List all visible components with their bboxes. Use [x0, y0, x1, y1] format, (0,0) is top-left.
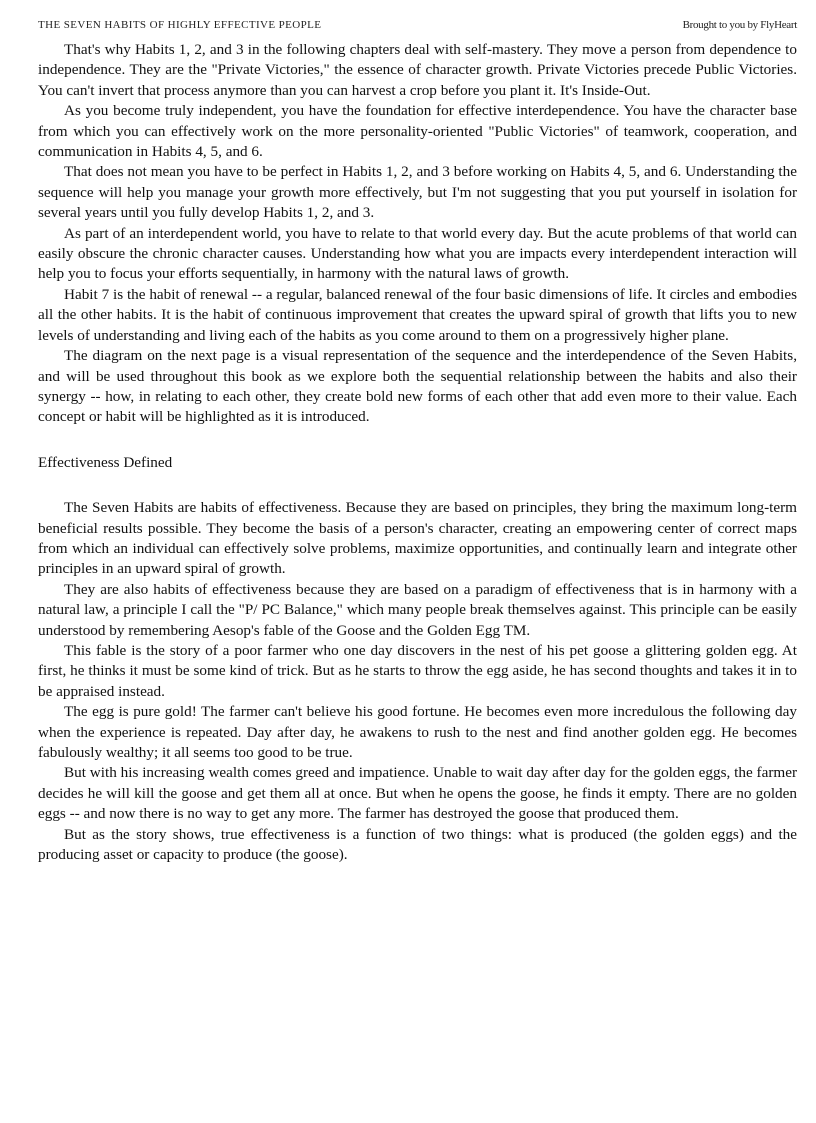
page-header [38, 0, 797, 40]
paragraph: But with his increasing wealth comes greed and impatience. Unable to wait day after day for the golden eggs, the farmer decides he will kill the goose and get them all at once. But when he opens the goose, he finds it empty. There are no golden eggs -- and now there is no way to get any more. The farmer has destroyed the goose that produced them. [38, 764, 797, 823]
paragraph: As you become truly independent, you have the foundation for effective interdependence. You have the character base from which you can effectively work on the more personality-oriented "Public Victories" of teamwork, cooperation, and communication in Habits 4, 5, and 6. [38, 102, 797, 161]
paragraph: The diagram on the next page is a visual representation of the sequence and the interdependence of the Seven Habits, and will be used throughout this book as we explore both the sequential relationship between the habits and also their synergy -- how, in relating to each other, they create bold new forms of each other that add even more to their value. Each concept or habit will be highlighted as it is introduced. [38, 347, 797, 426]
paragraph: As part of an interdependent world, you have to relate to that world every day. But the acute problems of that world can easily obscure the chronic character causes. Understanding how what you are impacts every interdependent interaction will help you to focus your efforts sequentially, in harmony with the natural laws of growth. [38, 224, 797, 283]
paragraph: The Seven Habits are habits of effectiveness. Because they are based on principles, they bring the maximum long-term beneficial results possible. They become the basis of a person's character, creating an empowering center of correct maps from which an individual can effectively solve problems, maximize opportunities, and continually learn and integrate other principles in an upward spiral of growth. [38, 499, 797, 578]
running-title: THE SEVEN HABITS OF HIGHLY EFFECTIVE PEOPLE [38, 19, 322, 31]
credit-line: Brought to you by FlyHeart [682, 19, 797, 31]
paragraph: They are also habits of effectiveness because they are based on a paradigm of effectiveness that is in harmony with a natural law, a principle I call the "P/ PC Balance," which many people break themselves against. This principle can be easily understood by remembering Aesop's fable of the Goose and the Golden Egg TM. [38, 580, 797, 639]
section-heading: Effectiveness Defined [38, 453, 173, 471]
paragraph: That does not mean you have to be perfect in Habits 1, 2, and 3 before working on Habits 4, 5, and 6. Understanding the sequence will help you manage your growth more effectively, but I'm not suggesting that you put yourself in isolation for several years until you fully develop Habits 1, 2, and 3. [38, 163, 797, 222]
paragraph: But as the story shows, true effectiveness is a function of two things: what is produced (the golden eggs) and the producing asset or capacity to produce (the goose). [38, 825, 797, 864]
paragraph: Habit 7 is the habit of renewal -- a regular, balanced renewal of the four basic dimensions of life. It circles and embodies all the other habits. It is the habit of continuous improvement that creates the upward spiral of growth that lifts you to new levels of understanding and living each of the habits as you come around to them on a progressively higher plane. [38, 285, 797, 344]
section-effectiveness [38, 498, 797, 865]
paragraph: The egg is pure gold! The farmer can't believe his good fortune. He becomes even more incredulous the following day when the experience is repeated. Day after day, he awakens to rush to the nest and find another golden egg. He becomes fabulously wealthy; it all seems too good to be true. [38, 703, 797, 761]
paragraph: This fable is the story of a poor farmer who one day discovers in the nest of his pet goose a glittering golden egg. At first, he thinks it must be some kind of trick. But as he starts to throw the egg aside, he has second thoughts and takes it in to be appraised instead. [38, 641, 797, 700]
book-page [38, 0, 797, 865]
section-intro [38, 40, 797, 428]
paragraph: That's why Habits 1, 2, and 3 in the following chapters deal with self-mastery. They move a person from dependence to independence. They are the "Private Victories," the essence of character growth. Private Victories precede Public Victories. You can't invert that process anymore than you can harvest a crop before you plant it. It's Inside-Out. [38, 41, 797, 99]
